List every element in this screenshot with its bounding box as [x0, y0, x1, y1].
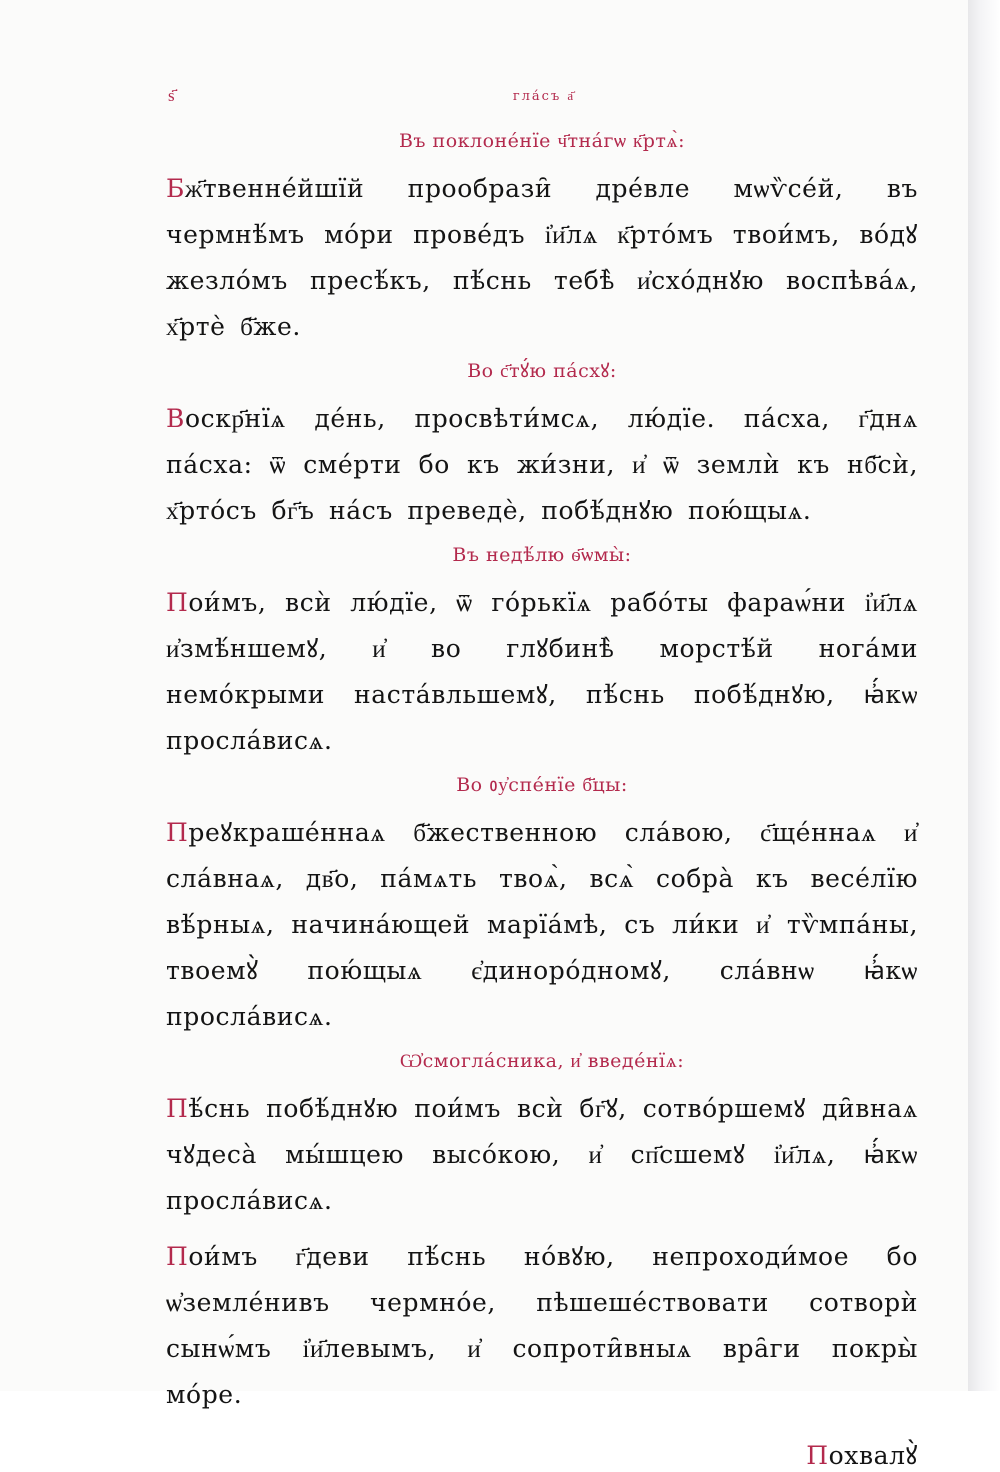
hymn-text: ѣ́снь побѣ́днꙋю пои́мъ всѝ бг҃ꙋ, сотво́ршемꙋ ди̑внаѧ чꙋдеса̀ мы́шцею высо́кою, и҆ сп҃сшемꙋ і҆и҃лѧ, ꙗ҆́кѡ просла́висѧ. [166, 1094, 918, 1215]
catchword-text: охвалꙋ̀ [828, 1441, 918, 1470]
section-heading: Ѡ҆смогла́сника, и҆ введе́нїѧ: [399, 1050, 685, 1072]
section-octoechos-entry [166, 1048, 918, 1418]
hymn-text: оскр҃нїѧ де́нь, просвѣти́мсѧ, лю́дїе. па́сха, г҃днѧ па́сха: ѿ сме́рти бо къ жи́зни, и҆ ѿ землѝ къ нб҃сѝ, х҃рто́съ бг҃ъ на́съ преведѐ, побѣ́днꙋю пою́щыѧ. [166, 404, 918, 525]
section-heading: Въ недѣ́лю ѳ҃ѡмы̀: [452, 544, 632, 566]
hymn-text: ои́мъ, всѝ лю́дїе, ѿ го́рькїѧ рабо́ты фараѡ́ни і҆и҃лѧ и҆змѣ́ншемꙋ, и҆ во глꙋбинѣ̀ морстѣ́й нога́ми немо́крыми наста́вльшемꙋ, пѣ́снь побѣ́днꙋю, ꙗ҆́кѡ просла́висѧ. [166, 588, 918, 755]
catchword [166, 1438, 918, 1472]
section-heading: Въ поклоне́нїе ч҃тна́гѡ к҃ртѧ̀: [398, 130, 686, 152]
hymn-paragraph [166, 580, 918, 764]
page-number: ѕ҃ [168, 86, 176, 106]
hymn-paragraph [166, 810, 918, 1040]
page-header [0, 86, 968, 110]
hymn-paragraph [166, 166, 918, 350]
section-thomas-sunday [166, 542, 918, 764]
drop-initial: П [166, 818, 189, 847]
section-heading: Во ᲂу҆спе́нїе б҃цы: [456, 774, 628, 796]
hymn-text: реꙋкраше́ннаѧ б҃жественною сла́вою, с҃ще́ннаѧ и҆ сла́внаѧ, дв҃о, па́мѧть твоѧ̀, всѧ̀ собра̀ къ весе́лїю вѣ́рныѧ, начина́ющей марїа́мѣ, съ ли́ки и҆ тѷмпа́ны, твоемꙋ̀ пою́щыѧ є҆диноро́дномꙋ, сла́внѡ ꙗ҆́кѡ просла́висѧ. [166, 818, 918, 1031]
hymn-paragraph [166, 396, 918, 534]
section-heading: Во с҃тꙋ́ю па́схꙋ: [467, 360, 617, 382]
text-block [166, 128, 918, 1472]
section-cross-veneration [166, 128, 918, 350]
drop-initial: П [166, 1242, 189, 1271]
drop-initial: П [166, 588, 189, 617]
hymn-text: ои́мъ г҃деви пѣ́снь но́вꙋю, непроходи́мое бо ѡ҆земле́нивъ чермно́е, пѣшеше́ствовати сотворѝ сынѡ́мъ і҆и҃левымъ, и҆ сопроти̑вныѧ вра̑ги покры̀ мо́ре. [166, 1242, 918, 1409]
hymn-paragraph [166, 1086, 918, 1224]
section-pascha [166, 358, 918, 534]
drop-initial: П [166, 1094, 189, 1123]
section-dormition [166, 772, 918, 1040]
page-edge-shadow [968, 0, 1000, 1391]
drop-initial: В [166, 404, 185, 433]
hymn-text: ж҃твенне́йшїй прообрази̑ дре́вле мѡѷсе́й, въ чермнѣ́мъ мо́ри прове́дъ і҆и҃лѧ к҃рто́мъ твои́мъ, во́дꙋ жезло́мъ пресѣ́къ, пѣ́снь тебѣ̀ и҆схо́днꙋю воспѣва́ѧ, х҃ртѐ б҃же. [166, 174, 918, 341]
hymn-paragraph [166, 1234, 918, 1418]
running-head: гла́съ а҃ [512, 89, 576, 104]
catchword-initial: П [806, 1441, 829, 1470]
drop-initial: Б [166, 174, 185, 203]
